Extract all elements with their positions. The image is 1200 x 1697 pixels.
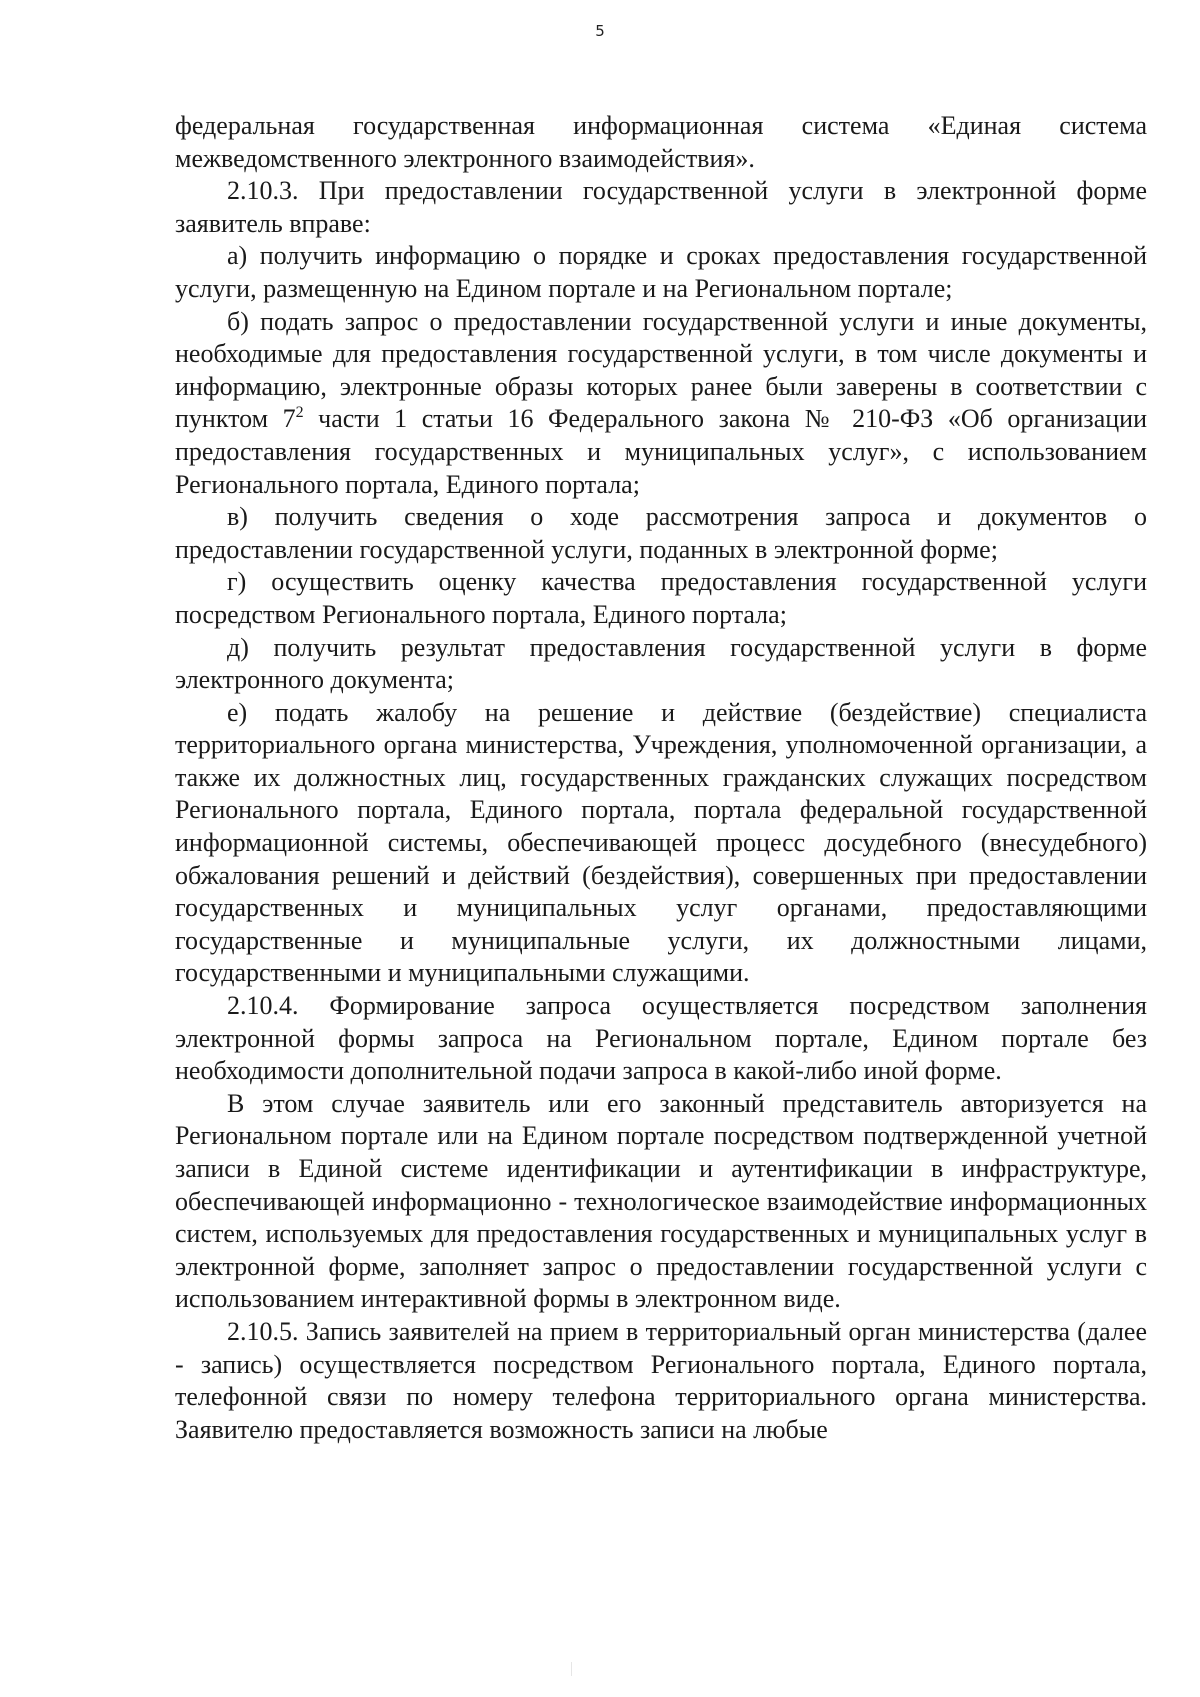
list-item-v: в) получить сведения о ходе рассмотрения запроса и документов о предоставлении государственной услуги, поданных в электронной форме; bbox=[175, 502, 1147, 564]
paragraph-continuation: федеральная государственная информационная система «Единая система межведомственного электронного взаимодействия». bbox=[175, 111, 1147, 173]
list-item-e: е) подать жалобу на решение и действие (бездействие) специалиста территориального органа министерства, Учреждения, уполномоченной организации, а также их должностных лиц, государственных гражданских служащих посредством Регионального портала, Единого портала, портала федеральной государственной информационной системы, обеспечивающей процесс досудебного (внесудебного) обжалования решений и действий (бездействия), совершенных при предоставлении государственных и муниципальных услуг органами, предоставляющими государственные и муниципальные услуги, их должностными лицами, государственными и муниципальными служащими. bbox=[175, 697, 1147, 988]
paragraph-2-10-5: 2.10.5. Запись заявителей на прием в территориальный орган министерства (далее - запись) осуществляется посредством Регионального портала, Единого портала, телефонной связи по номеру телефона территориального органа министерства. Заявителю предоставляется возможность записи на любые bbox=[175, 1316, 1147, 1444]
list-item-b-text-2: части 1 статьи 16 Федерального закона № 210-ФЗ «Об организации предоставления государственных и муниципальных услуг», с использованием Регионального портала, Единого портала; bbox=[175, 404, 1147, 499]
list-item-b-text-1: б) подать запрос о предоставлении государственной услуги и иные документы, необходимые для предоставления государственной услуги, в том числе документы и информацию, электронные образы которых ранее были заверены в соответствии с пунктом 7 bbox=[175, 306, 1147, 434]
list-item-d: д) получить результат предоставления государственной услуги в форме электронного документа; bbox=[175, 632, 1147, 695]
paragraph-2-10-3: 2.10.3. При предоставлении государственной услуги в электронной форме заявитель вправе: bbox=[175, 176, 1147, 238]
superscript: 2 bbox=[295, 404, 304, 422]
paragraph-authorization: В этом случае заявитель или его законный представитель авторизуется на Региональном портале или на Едином портале посредством подтвержденной учетной записи в Единой системе идентификации и аутентификации в инфраструктуре, обеспечивающей информационно - технологическое взаимодействие информационных систем, используемых для предоставления государственных и муниципальных услуг в электронной форме, заполняет запрос о предоставлении государственной услуги с использованием интерактивной формы в электронном виде. bbox=[175, 1088, 1147, 1314]
paragraph-2-10-4: 2.10.4. Формирование запроса осуществляется посредством заполнения электронной формы запроса на Региональном портале, Едином портале без необходимости дополнительной подачи запроса в какой-либо иной форме. bbox=[175, 991, 1147, 1086]
page-number: 5 bbox=[595, 22, 605, 40]
list-item-g: г) осуществить оценку качества предоставления государственной услуги посредством Регионального портала, Единого портала; bbox=[175, 567, 1147, 629]
list-item-b bbox=[175, 306, 1147, 502]
scan-mark bbox=[571, 1662, 572, 1676]
list-item-a: а) получить информацию о порядке и сроках предоставления государственной услуги, размещенную на Едином портале и на Региональном портале; bbox=[175, 241, 1147, 303]
document-body bbox=[175, 110, 1147, 1446]
